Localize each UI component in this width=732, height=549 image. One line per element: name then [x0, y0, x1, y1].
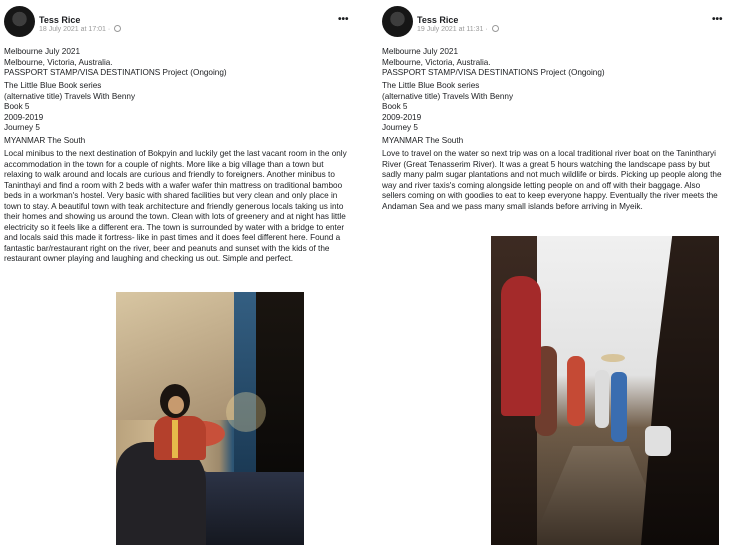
- post-paragraph: Love to travel on the water so next trip was on a local traditional river boat on the Tanintharyi River (Great Tenasserim River). It was a great 5 hours watching the landscape pass by but sadly many palm sugar plantations and not much wildlife or birds. Picking up people along the way and river taxis's coming alongside letting people on and off with their baggage. Also sellers coming on with goodies to eat to keep everyone happy. Eventually the river meets the Andaman Sea and we pass many small islands before arriving in Myeik.: [382, 149, 722, 211]
- post-body: [382, 47, 726, 212]
- post-line: Journey 5: [4, 123, 40, 132]
- post-line: PASSPORT STAMP/VISA DESTINATIONS Project (Ongoing): [382, 68, 605, 77]
- post-paragraph: Local minibus to the next destination of Bokpyin and luckily get the last vacant room in the only accommodation in the town for a couple of nights. More like a big village than a town but relaxing to walk around and locals are curious and friendly to foreigners. Another minibus to Taninthayi and find a room with 2 beds with a wafer wafer thin mattress on traditional bamboo beds in a workman's hostel. Very basic with shared facilities but very clean and only place in town to stay. A beautiful town with teak architecture and friendly generous locals taking us into their homes and showing us around the town. Clean with lots of greenery and at night has little electricity so it feels like a different era. The town is surrounded by water with a bridge to enter and locals said this made it fortress- like in past times and it does feel different here. Found a fantastic bar/restaurant right on the river, beer and peanuts and sunset with the kids of the restaurant owner playing and laughing and checking us out. Simple and perfect.: [4, 149, 347, 263]
- post-line: Melbourne, Victoria, Australia.: [382, 57, 491, 67]
- more-options-button[interactable]: •••: [712, 14, 723, 25]
- post-timestamp[interactable]: 18 July 2021 at 17:01: [39, 26, 106, 33]
- avatar[interactable]: [4, 6, 35, 37]
- post-line: Melbourne July 2021: [382, 47, 459, 56]
- post-line: 2009-2019: [382, 112, 422, 122]
- globe-icon: [492, 25, 499, 32]
- post-line: (alternative title) Travels With Benny: [382, 91, 514, 101]
- post-body: [4, 47, 354, 265]
- author-name[interactable]: Tess Rice: [417, 15, 459, 25]
- post-line: Melbourne July 2021: [4, 47, 81, 56]
- avatar[interactable]: [382, 6, 413, 37]
- post-region: MYANMAR The South: [4, 136, 86, 145]
- post-line: The Little Blue Book series: [4, 81, 102, 90]
- post-line: PASSPORT STAMP/VISA DESTINATIONS Project (Ongoing): [4, 68, 227, 77]
- post-line: Book 5: [382, 102, 408, 111]
- post-line: Melbourne, Victoria, Australia.: [4, 57, 113, 67]
- post-timestamp[interactable]: 19 July 2021 at 11:31: [417, 26, 484, 33]
- post-meta: [417, 25, 499, 33]
- post-line: Journey 5: [382, 123, 418, 132]
- post-meta: [39, 25, 121, 33]
- post-line: The Little Blue Book series: [382, 81, 480, 90]
- post-line: Book 5: [4, 102, 30, 111]
- post-photo-girl-at-window[interactable]: [116, 292, 304, 545]
- post-region: MYANMAR The South: [382, 136, 464, 145]
- post-line: 2009-2019: [4, 112, 44, 122]
- author-name[interactable]: Tess Rice: [39, 15, 81, 25]
- globe-icon: [114, 25, 121, 32]
- post-photo-river-boat[interactable]: [491, 236, 719, 545]
- more-options-button[interactable]: •••: [338, 14, 349, 25]
- post-line: (alternative title) Travels With Benny: [4, 91, 136, 101]
- middle-dot: ·: [107, 26, 113, 33]
- middle-dot: ·: [485, 26, 490, 33]
